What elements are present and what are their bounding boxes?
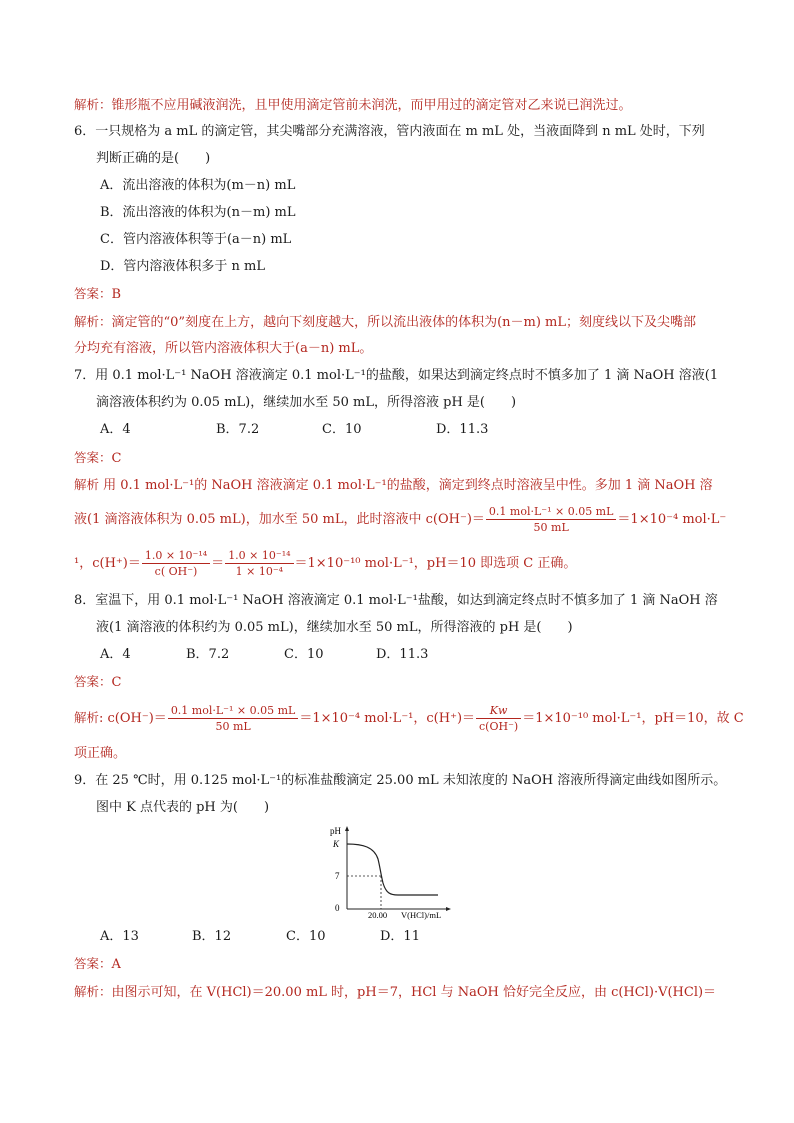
x-axis-arrow (446, 907, 451, 911)
q7-stem-line2: 滴溶液体积约为 0.05 mL)，继续加水至 50 mL，所得溶液 pH 是( ) (96, 395, 517, 410)
q6-option-b: B．流出溶液的体积为(n－m) mL (100, 205, 296, 220)
fraction-denominator: c( OH⁻) (154, 565, 198, 578)
x-axis-label: V(HCl)/mL (401, 910, 442, 920)
q6-option-c: C．管内溶液体积等于(a－n) mL (100, 232, 292, 247)
q6-answer (74, 285, 734, 304)
x-tick-label: 20.00 (368, 910, 388, 920)
q7-explanation-line2 (74, 500, 734, 540)
answer-label: 答案： (74, 450, 112, 465)
fraction-oh-concentration (168, 703, 299, 734)
titration-curve (347, 844, 438, 895)
titration-curve-figure (330, 825, 460, 924)
fraction-oh-concentration (486, 504, 617, 535)
explanation-label: 解析 (74, 477, 100, 492)
fraction-numerator: 1.0 × 10⁻¹⁴ (225, 548, 293, 564)
explanation-label: 解析： (74, 314, 112, 329)
fraction-numeric (225, 548, 293, 579)
q9-answer (74, 955, 734, 974)
q6-explanation-line2: 分均充有溶液，所以管内溶液体积大于(a－n) mL。 (74, 341, 373, 356)
fraction-numerator: 0.1 mol·L⁻¹ × 0.05 mL (168, 703, 299, 719)
explanation-text: 锥形瓶不应用碱液润洗，且甲使用滴定管前未润洗，而甲用过的滴定管对乙来说已润洗过。 (111, 98, 632, 113)
q9-option-c: C．10 (286, 929, 326, 944)
q9-stem-line2: 图中 K 点代表的 pH 为( ) (96, 800, 270, 815)
explanation-text: ＝1×10⁻¹⁰ mol·L⁻¹，pH＝10 即选项 C 正确。 (294, 556, 577, 571)
q5-explanation (74, 96, 734, 115)
q8-option-c: C．10 (284, 647, 324, 662)
q7-answer (74, 449, 734, 468)
answer-label: 答案： (74, 674, 112, 689)
fraction-kw-over-oh (476, 703, 521, 734)
y-axis-label: pH (330, 826, 341, 836)
fraction-kw-over-oh (142, 548, 210, 579)
explanation-text: 用 0.1 mol·L⁻¹的 NaOH 溶液滴定 0.1 mol·L⁻¹的盐酸，滴定到终点时溶液呈中性。多加 1 滴 NaOH 溶 (99, 478, 713, 493)
fraction-numerator: Kw (476, 703, 521, 719)
q9-option-b: B．12 (192, 929, 232, 944)
explanation-label: 解析 (74, 710, 100, 725)
k-point-label: K (333, 839, 340, 849)
q8-stem-line1: 8．室温下，用 0.1 mol·L⁻¹ NaOH 溶液滴定 0.1 mol·L⁻¹盐酸，如达到滴定终点时不慎多加了 1 滴 NaOH 溶 (74, 593, 718, 608)
q7-option-a: A．4 (100, 422, 131, 437)
answer-value: C (111, 675, 122, 690)
explanation-text: ＝1×10⁻⁴ mol·L⁻¹，c(H⁺)＝ (299, 711, 476, 726)
q8-option-d: D．11.3 (376, 647, 429, 662)
q7-options (100, 421, 734, 439)
q7-option-c: C．10 (322, 422, 362, 437)
answer-label: 答案： (74, 286, 112, 301)
q6-stem-line2: 判断正确的是( ) (96, 151, 211, 166)
fraction-denominator: 1 × 10⁻⁴ (235, 565, 284, 578)
q7-stem-line1: 7．用 0.1 mol·L⁻¹ NaOH 溶液滴定 0.1 mol·L⁻¹的盐酸，如果达到滴定终点时不慎多加了 1 滴 NaOH 溶液(1 (74, 368, 719, 383)
q7-option-d: D．11.3 (436, 422, 489, 437)
y-axis-arrow (345, 826, 349, 831)
q7-option-b: B．7.2 (216, 422, 260, 437)
fraction-numerator: 0.1 mol·L⁻¹ × 0.05 mL (486, 504, 617, 520)
q8-option-b: B．7.2 (186, 647, 230, 662)
answer-value: A (111, 957, 121, 972)
q8-answer (74, 673, 734, 692)
q9-option-d: D．11 (380, 929, 420, 944)
answer-value: C (111, 451, 122, 466)
explanation-text: ＝1×10⁻¹⁰ mol·L⁻¹，pH＝10，故 C (522, 711, 744, 726)
titration-curve-svg (330, 825, 460, 920)
equals-sign: ＝ (211, 556, 225, 571)
q8-options (100, 646, 734, 664)
q6-explanation-line1 (74, 313, 734, 332)
fraction-denominator: 50 mL (215, 720, 251, 733)
q8-explanation-line2: 项正确。 (74, 746, 127, 761)
explanation-text: 液(1 滴溶液体积为 0.05 mL)，加水至 50 mL，此时溶液中 c(OH⁻)＝ (74, 512, 485, 527)
q9-option-a: A．13 (100, 929, 139, 944)
answer-value: B (111, 287, 122, 302)
q8-stem-line2: 液(1 滴溶液的体积约为 0.05 mL)，继续加水至 50 mL，所得溶液的 pH 是( ) (96, 620, 573, 635)
fraction-numerator: 1.0 × 10⁻¹⁴ (142, 548, 210, 564)
explanation-text: 由图示可知，在 V(HCl)＝20.00 mL 时，pH＝7，HCl 与 NaOH 恰好完全反应，由 c(HCl)·V(HCl)＝ (111, 985, 717, 1000)
fraction-denominator: 50 mL (533, 521, 569, 534)
explanation-text: : c(OH⁻)＝ (99, 711, 167, 726)
q8-option-a: A．4 (100, 647, 131, 662)
q7-explanation-line3 (74, 544, 734, 584)
q9-stem-line1: 9．在 25 ℃时，用 0.125 mol·L⁻¹的标准盐酸滴定 25.00 mL 未知浓度的 NaOH 溶液所得滴定曲线如图所示。 (74, 773, 727, 788)
explanation-text: ＝1×10⁻⁴ mol·L⁻ (617, 512, 727, 527)
q6-option-d: D．管内溶液体积多于 n mL (100, 259, 266, 274)
explanation-label: 解析： (74, 97, 112, 112)
q6-stem-line1: 6．一只规格为 a mL 的滴定管，其尖嘴部分充满溶液，管内液面在 m mL 处，当液面降到 n mL 处时，下列 (74, 124, 705, 139)
fraction-denominator: c(OH⁻) (479, 720, 519, 733)
answer-label: 答案： (74, 956, 112, 971)
origin-label: 0 (335, 903, 340, 913)
explanation-text: 滴定管的“0”刻度在上方，越向下刻度越大，所以流出液体的体积为(n－m) mL；刻度线以下及尖嘴部 (111, 315, 697, 330)
ph-seven-label: 7 (335, 871, 340, 881)
q6-option-a: A．流出溶液的体积为(m－n) mL (100, 178, 296, 193)
q7-explanation-line1 (74, 476, 734, 495)
q9-explanation-line1 (74, 983, 734, 1002)
explanation-label: 解析： (74, 984, 112, 999)
q8-explanation-line1 (74, 698, 744, 739)
q9-options (100, 928, 734, 946)
explanation-text: ¹，c(H⁺)＝ (74, 556, 141, 571)
